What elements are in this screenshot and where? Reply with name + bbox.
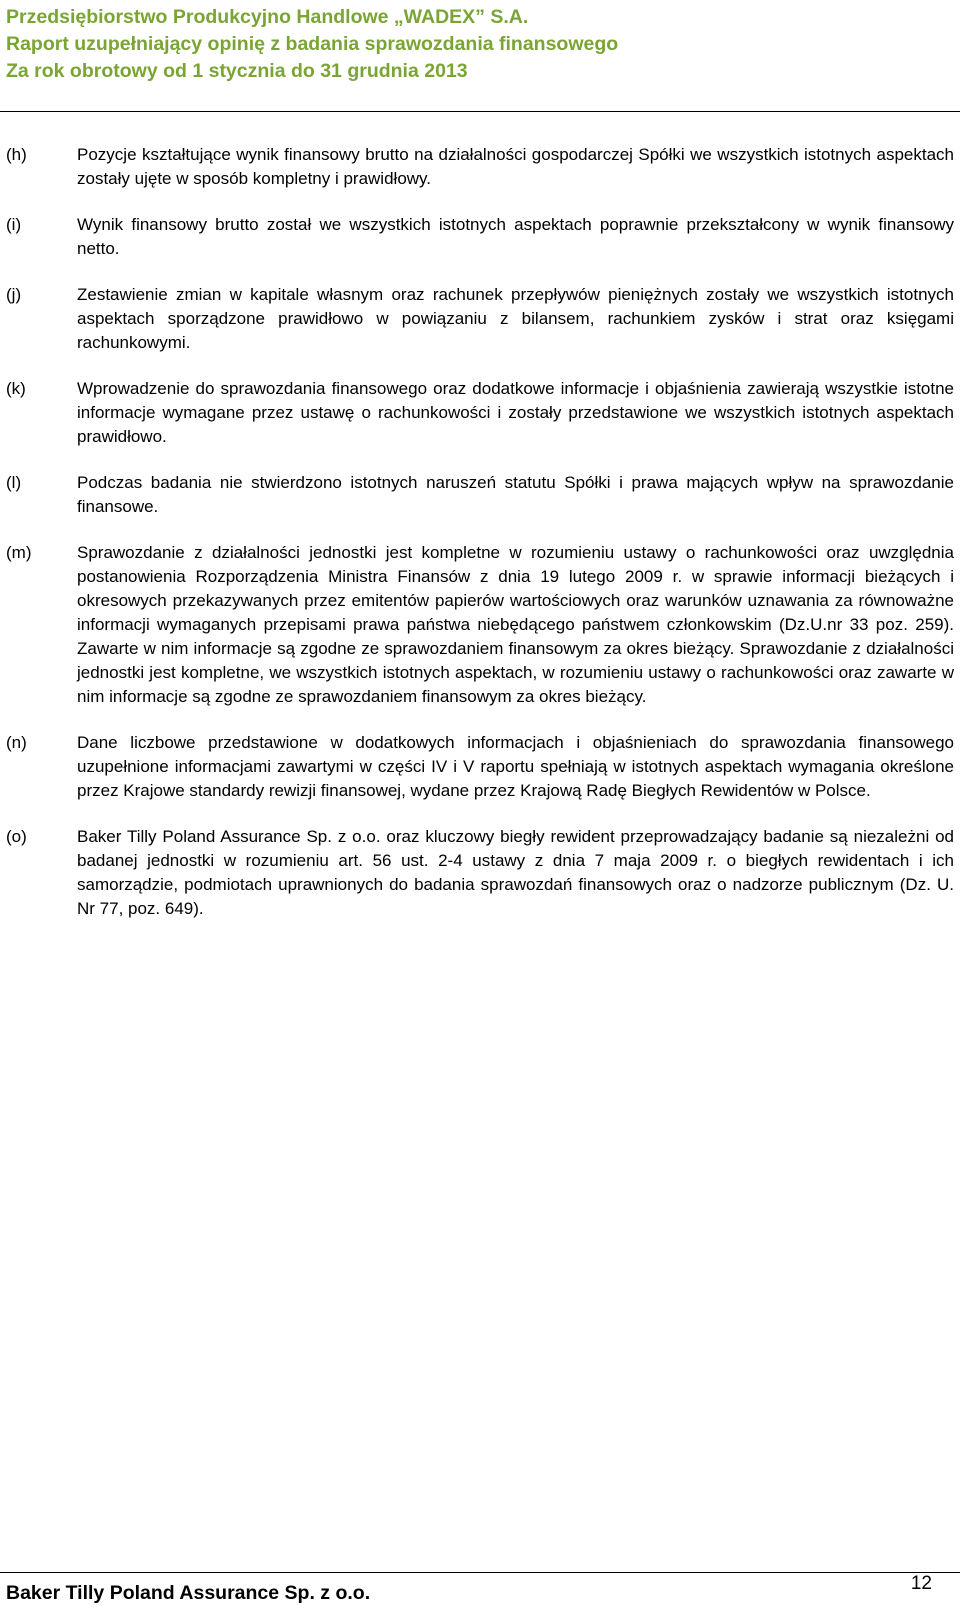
footer-divider — [0, 1572, 960, 1573]
footer-company-name: Baker Tilly Poland Assurance Sp. z o.o. — [6, 1582, 371, 1604]
item-label: (i) — [6, 215, 22, 234]
document-header — [6, 4, 954, 85]
list-item-k — [6, 377, 954, 449]
header-divider — [0, 111, 960, 112]
list-item-l — [6, 471, 954, 519]
fiscal-year-heading: Za rok obrotowy od 1 stycznia do 31 grudnia 2013 — [6, 60, 468, 82]
item-label: (m) — [6, 543, 32, 562]
item-text: Zestawienie zmian w kapitale własnym oraz rachunek przepływów pieniężnych zostały we wszystkich istotnych aspektach sporządzone prawidłowo w powiązaniu z bilansem, rachunkiem zysków i strat oraz księgami rachunkowymi. — [77, 285, 954, 352]
list-item-n — [6, 731, 954, 803]
page-number: 12 — [910, 1573, 932, 1594]
item-text: Pozycje kształtujące wynik finansowy brutto na działalności gospodarczej Spółki we wszystkich istotnych aspektach zostały ujęte w sposób kompletny i prawidłowy. — [77, 145, 954, 188]
item-text: Podczas badania nie stwierdzono istotnych naruszeń statutu Spółki i prawa mających wpływ na sprawozdanie finansowe. — [77, 473, 954, 516]
list-item-o — [6, 825, 954, 921]
list-item-j — [6, 283, 954, 355]
item-label: (l) — [6, 473, 22, 492]
item-label: (j) — [6, 285, 22, 304]
list-item-h — [6, 143, 954, 191]
item-text: Baker Tilly Poland Assurance Sp. z o.o. oraz kluczowy biegły rewident przeprowadzający badanie są niezależni od badanej jednostki w rozumieniu art. 56 ust. 2-4 ustawy z dnia 7 maja 2009 r. o biegłych rewidentach i ich samorządzie, podmiotach uprawnionych do badania sprawozdań finansowych oraz o nadzorze publicznym (Dz. U. Nr 77, poz. 649). — [77, 827, 954, 918]
company-name-heading: Przedsiębiorstwo Produkcyjno Handlowe „WADEX” S.A. — [6, 6, 529, 28]
list-item-i — [6, 213, 954, 261]
list-item-m — [6, 541, 954, 709]
item-label: (n) — [6, 733, 27, 752]
item-text: Sprawozdanie z działalności jednostki jest kompletne w rozumieniu ustawy o rachunkowości oraz uwzględnia postanowienia Rozporządzenia Ministra Finansów z dnia 19 lutego 2009 r. w sprawie informacji bieżących i okresowych przekazywanych przez emitentów papierów wartościowych oraz warunków uznawania za równoważne informacji wymaganych przepisami prawa państwa niebędącego państwem członkowskim (Dz.U.nr 33 poz. 259). Zawarte w nim informacje są zgodne ze sprawozdaniem finansowym za okres bieżący. Sprawozdanie z działalności jednostki jest kompletne, we wszystkich istotnych aspektach, w rozumieniu ustawy o rachunkowości oraz zawarte w nim informacje są zgodne ze sprawozdaniem finansowym za okres bieżący. — [77, 543, 954, 706]
item-text: Dane liczbowe przedstawione w dodatkowych informacjach i objaśnieniach do sprawozdania finansowego uzupełnione informacjami zawartymi w części IV i V raportu spełniają w istotnych aspektach wymagania określone przez Krajowe standardy rewizji finansowej, wydane przez Krajową Radę Biegłych Rewidentów w Polsce. — [77, 733, 954, 800]
report-title-heading: Raport uzupełniający opinię z badania sprawozdania finansowego — [6, 33, 619, 55]
item-label: (k) — [6, 379, 26, 398]
item-text: Wprowadzenie do sprawozdania finansowego oraz dodatkowe informacje i objaśnienia zawierają wszystkie istotne informacje wymagane przez ustawę o rachunkowości i zostały przedstawione we wszystkich istotnych aspektach prawidłowo. — [77, 379, 954, 446]
findings-list — [6, 143, 954, 943]
item-label: (h) — [6, 145, 27, 164]
item-text: Wynik finansowy brutto został we wszystkich istotnych aspektach poprawnie przekształcony w wynik finansowy netto. — [77, 215, 954, 258]
document-footer — [0, 1572, 960, 1608]
item-label: (o) — [6, 827, 27, 846]
